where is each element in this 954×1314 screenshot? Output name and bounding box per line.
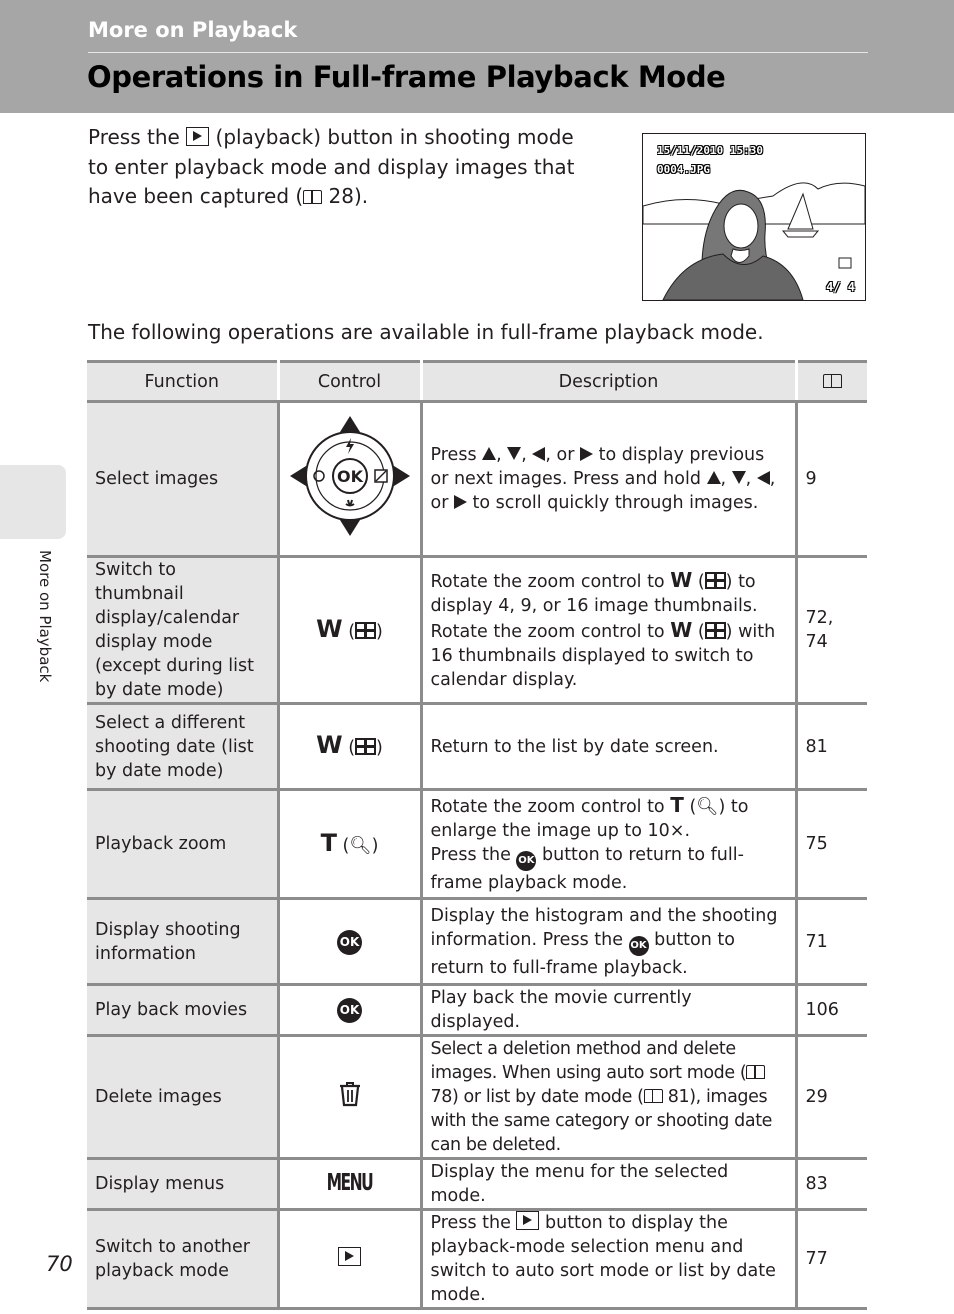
zoom-wide-icon: W [316,731,343,759]
thumbnail-icon [705,622,726,639]
thumbnail-icon [355,622,376,639]
playback-icon [516,1211,539,1230]
function-cell: Display shooting information [87,899,278,985]
header-bar [0,0,954,113]
reference-cell: 77 [796,1210,867,1309]
playback-icon [338,1247,361,1266]
reference-cell: 75 [796,790,867,899]
reference-cell: 29 [796,1036,867,1159]
control-cell [278,1036,421,1159]
function-cell: Switch to thumbnail display/calendar display mode (except during list by date mode) [87,557,278,704]
control-cell [278,1210,421,1309]
function-cell: Switch to another playback mode [87,1210,278,1309]
lead-text: The following operations are available in full-frame playback mode. [88,320,764,344]
reference-cell: 106 [796,985,867,1036]
col-header-function: Function [87,362,278,402]
operations-table [87,360,867,1310]
thumbnail-icon [355,738,376,755]
control-cell: T (🔍︎) [278,790,421,899]
reference-icon [746,1065,765,1079]
table-row [87,704,867,790]
reference-icon [644,1089,663,1103]
reference-icon [303,190,322,204]
control-cell: W ( ) [278,704,421,790]
left-arrow-icon [532,447,545,461]
description-cell: Press the button to display the playback-mode selection menu and switch to auto sort mode or list by date mode. [421,1210,796,1309]
magnify-icon: 🔍︎ [696,797,719,817]
function-cell: Display menus [87,1159,278,1210]
function-cell: Select images [87,402,278,557]
chapter-label: More on Playback [36,550,54,683]
table-row [87,985,867,1036]
screen-counter: 4/ 4 [826,280,855,294]
description-cell: Select a deletion method and delete images. When using auto sort mode ( 78) or list by date mode ( 81), images with the same category or shooting date can be deleted. [421,1036,796,1159]
control-cell: W ( ) [278,557,421,704]
col-header-reference [796,362,867,402]
down-arrow-icon [732,471,746,484]
reference-cell: 83 [796,1159,867,1210]
playback-icon [186,127,209,146]
right-arrow-icon [454,495,467,509]
col-header-control: Control [278,362,421,402]
description-cell: Rotate the zoom control to W ( ) to display 4, 9, or 16 image thumbnails. Rotate the zoom control to W ( ) with 16 thumbnails displayed to switch to calendar display. [421,557,796,704]
description-cell: Display the histogram and the shooting information. Press the OK button to return to full-frame playback. [421,899,796,985]
table-header-row [87,362,867,402]
reference-cell: 81 [796,704,867,790]
description-cell: Play back the movie currently displayed. [421,985,796,1036]
reference-cell: 71 [796,899,867,985]
right-arrow-icon [580,447,593,461]
chapter-tab [0,465,66,539]
function-cell: Select a different shooting date (list by date mode) [87,704,278,790]
table-row [87,1210,867,1309]
trash-icon [339,1081,361,1107]
control-cell [278,402,421,557]
portrait-illustration [643,134,865,300]
left-arrow-icon [757,471,770,485]
thumbnail-icon [705,572,726,589]
description-cell: Return to the list by date screen. [421,704,796,790]
control-cell [278,985,421,1036]
screen-filename: 0004.JPG [657,163,710,176]
table-row [87,402,867,557]
zoom-wide-icon: W [316,614,343,643]
ok-button-icon: OK [337,930,362,955]
ok-button-icon: OK [337,998,362,1023]
svg-text:OK: OK [336,466,363,486]
col-header-description: Description [421,362,796,402]
ok-button-icon: OK [629,936,649,956]
table-row [87,557,867,704]
control-cell [278,1159,421,1210]
description-cell: Rotate the zoom control to T (🔍︎) to enlarge the image up to 10×. Press the OK button to return to full-frame playback mode. [421,790,796,899]
table-row [87,899,867,985]
zoom-tele-icon: T [670,793,684,817]
header-divider [88,52,868,53]
down-arrow-icon [507,447,521,460]
description-cell: Press , , , or to display previous or next images. Press and hold , , , or to scroll quickly through images. [421,402,796,557]
table-row [87,1159,867,1210]
function-cell: Play back movies [87,985,278,1036]
screen-datetime: 15/11/2010 15:30 [657,144,763,157]
function-cell: Delete images [87,1036,278,1159]
ok-button-icon: OK [516,851,536,871]
multi-selector-icon [288,414,412,538]
table-row [87,790,867,899]
control-cell [278,899,421,985]
playback-screen-illustration [642,133,866,301]
zoom-tele-icon: T [320,828,337,857]
page-number: 70 [46,1252,73,1276]
reference-cell: 72, 74 [796,557,867,704]
up-arrow-icon [707,471,721,484]
magnify-icon: 🔍︎ [349,835,372,856]
zoom-wide-icon: W [670,568,693,592]
section-title: More on Playback [88,18,298,42]
reference-icon [823,374,842,388]
description-cell: Display the menu for the selected mode. [421,1159,796,1210]
page-title: Operations in Full-frame Playback Mode [87,60,726,94]
table-row [87,1036,867,1159]
zoom-wide-icon: W [670,618,693,642]
reference-cell: 9 [796,402,867,557]
menu-button-icon: MENU [326,1170,373,1196]
up-arrow-icon [482,447,496,460]
intro-text: Press the (playback) button in shooting mode to enter playback mode and display images that have been captured ( 28). [88,125,575,208]
function-cell: Playback zoom [87,790,278,899]
